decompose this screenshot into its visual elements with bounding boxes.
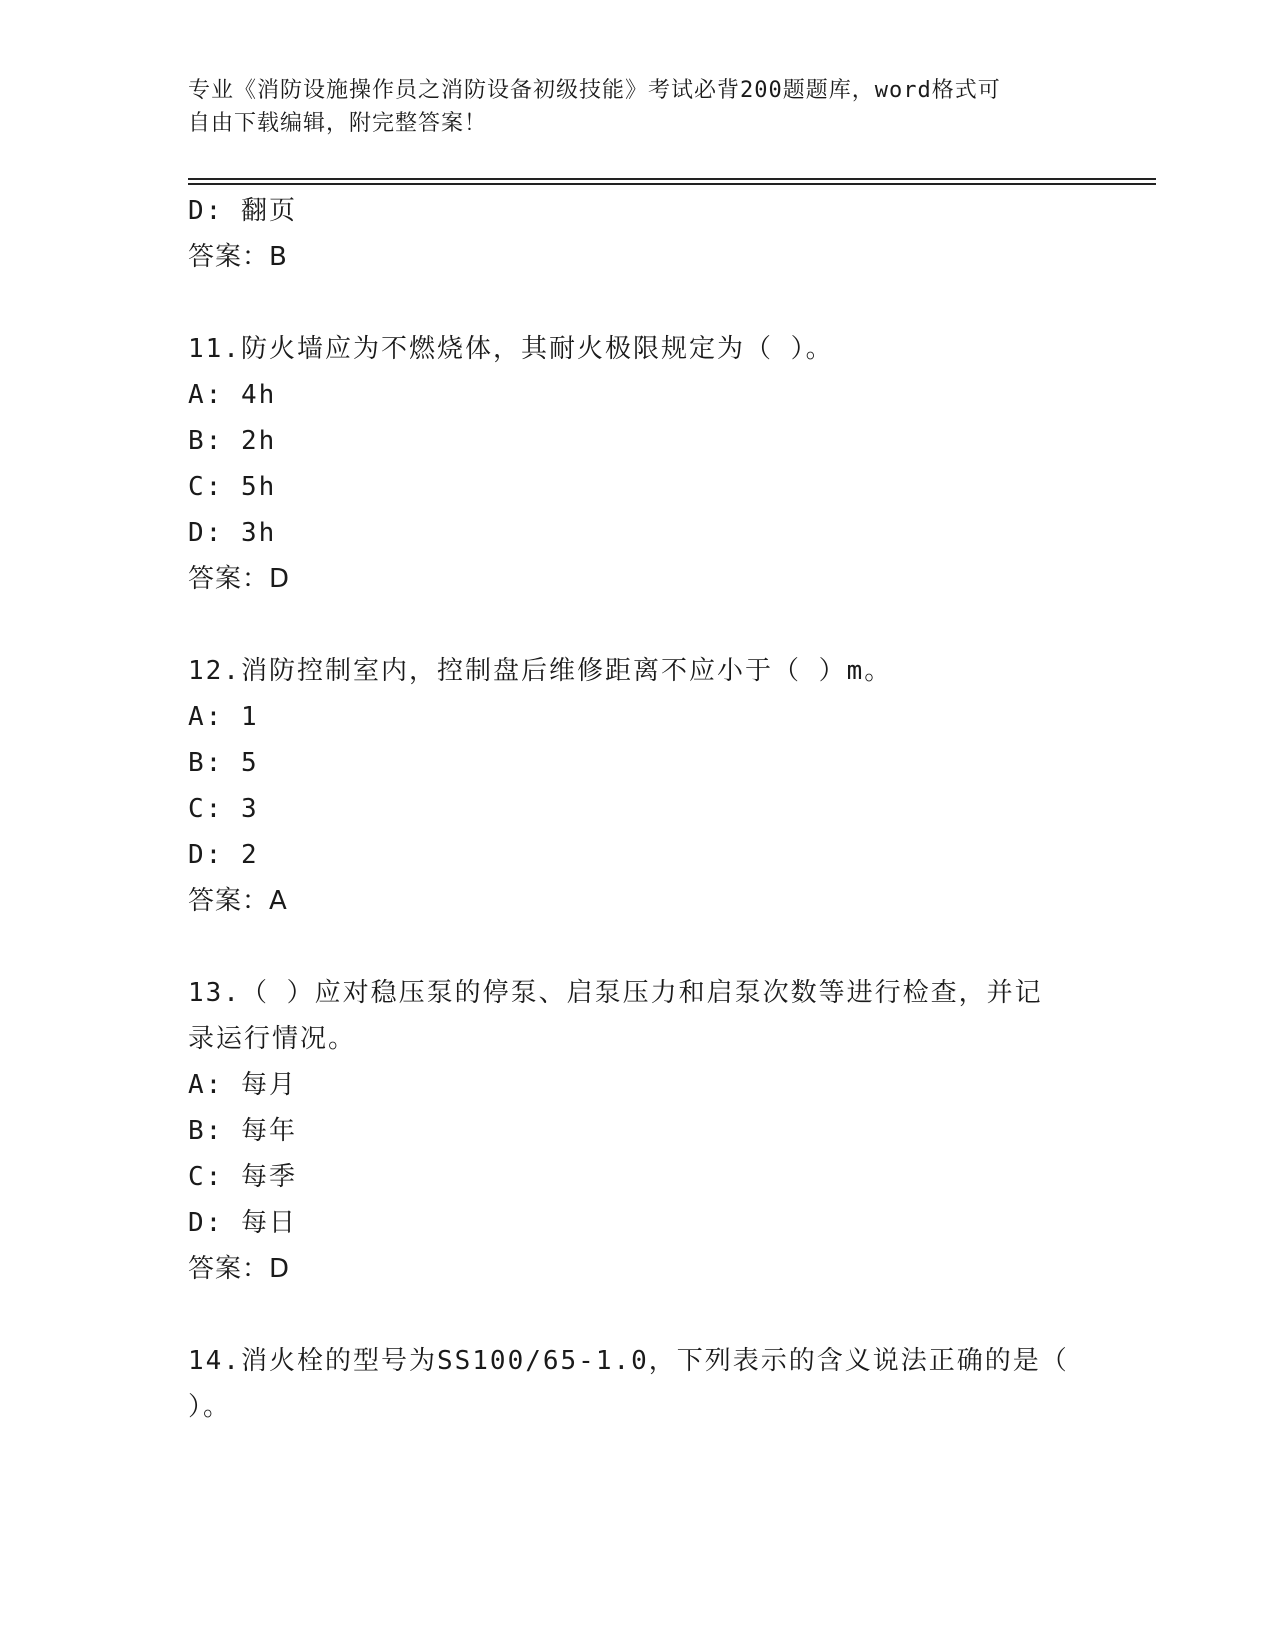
answer-line: 答案：A [188,886,288,916]
answer-line: 答案：B [188,242,288,272]
question-text-line-2: ）。 [188,1392,232,1422]
option-d: D: 翻页 [188,196,297,226]
question-text: 11.防火墙应为不燃烧体，其耐火极限规定为（ ）。 [188,334,834,364]
spacer [188,602,1088,648]
option-a: A: 4h [188,380,277,410]
option-d: D: 2 [188,840,259,870]
question-text-line-1: 13.（ ）应对稳压泵的停泵、启泵压力和启泵次数等进行检查，并记 [188,978,1043,1008]
question-13 [188,970,1088,1292]
option-b: B: 每年 [188,1116,297,1146]
option-a: A: 每月 [188,1070,297,1100]
option-d: D: 3h [188,518,277,548]
question-11 [188,326,1088,602]
question-text-line-1: 14.消火栓的型号为SS100/65-1.0，下列表示的含义说法正确的是（ [188,1346,1069,1376]
option-b: B: 5 [188,748,259,778]
option-b: B: 2h [188,426,277,456]
spacer [188,924,1088,970]
question-text: 12.消防控制室内，控制盘后维修距离不应小于（ ）m。 [188,656,893,686]
header-divider-top [188,178,1156,180]
spacer [188,280,1088,326]
question-10-tail [188,188,1088,280]
option-a: A: 1 [188,702,259,732]
spacer [188,1292,1088,1338]
option-c: C: 每季 [188,1162,297,1192]
header-divider-bottom [188,183,1156,185]
answer-line: 答案：D [188,1254,291,1284]
header-title-line-2: 自由下载编辑，附完整答案！ [188,111,488,136]
question-14 [188,1338,1088,1430]
document-body [188,188,1088,1430]
option-c: C: 3 [188,794,259,824]
answer-line: 答案：D [188,564,291,594]
option-c: C: 5h [188,472,277,502]
question-text-line-2: 录运行情况。 [188,1024,357,1054]
option-d: D: 每日 [188,1208,297,1238]
header-title-line-1: 专业《消防设施操作员之消防设备初级技能》考试必背200题题库，word格式可 [188,78,1001,103]
question-12 [188,648,1088,924]
document-header [188,74,1068,140]
